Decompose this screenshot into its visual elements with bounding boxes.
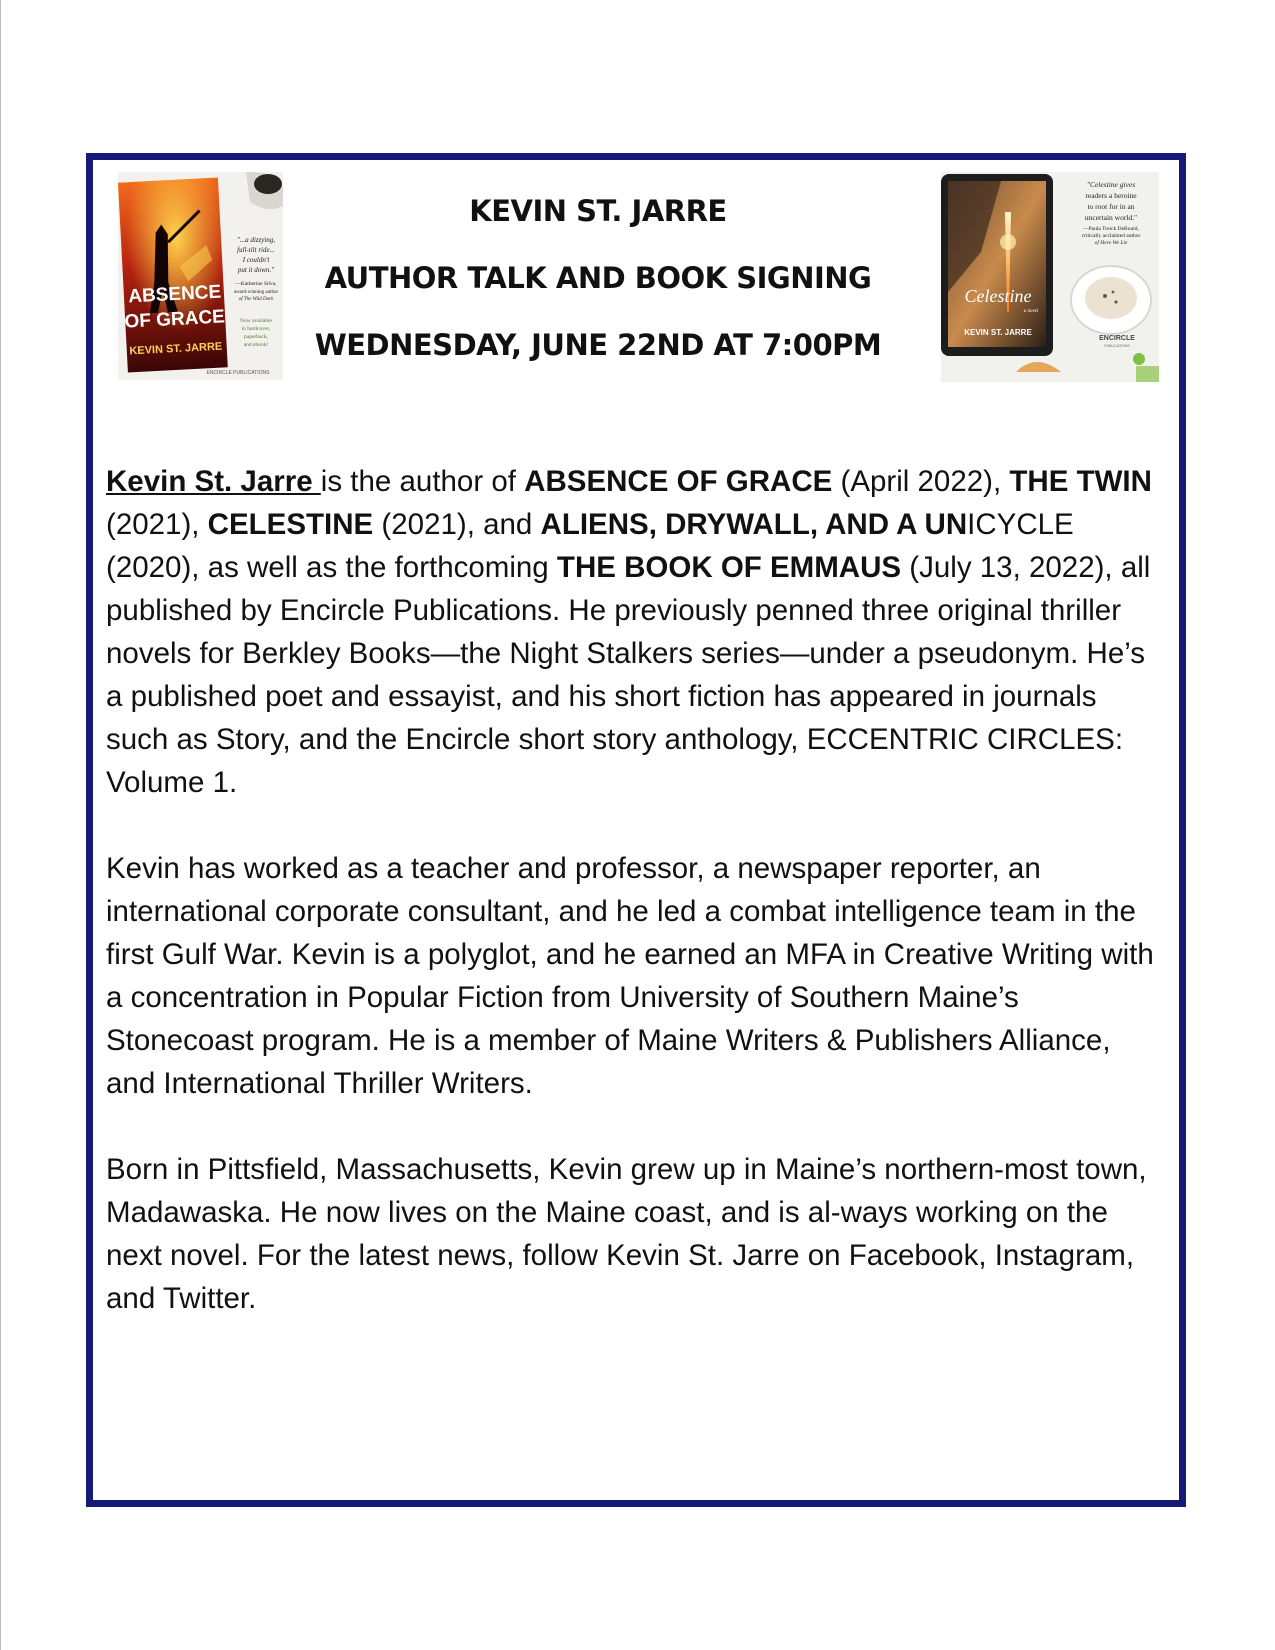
cover-right-author: KEVIN ST. JARRE [964,328,1032,337]
event-title-block [298,178,898,379]
bio-p1-text-1: is the author of [320,465,525,498]
cover-right-quote-by-2: critically acclaimed author [1081,233,1141,239]
cover-right-title: Celestine [964,286,1032,306]
cover-left-title-1: ABSENCE [127,281,222,308]
bio-p1-text-5: ICYCLE (2020), as well as the forthcoming [106,508,1074,584]
book-the-twin: THE TWIN [1009,465,1152,498]
bio-paragraph-2: Kevin has worked as a teacher and professor, a newspaper reporter, an international corporate consultant, and he led a combat intelligence team in the first Gulf War. Kevin is a polyglot, and he earned an MFA in Creative Writing with a concentration in Popular Fiction from University of Southern Maine’s Stonecoast program. He is a member of Maine Writers & Publishers Alliance, and International Thriller Writers. [106,852,1154,1100]
bio-p1-text-4: (2021), and [373,508,541,541]
bio-paragraph-3: Born in Pittsfield, Massachusetts, Kevin grew up in Maine’s northern-most town, Madawaska. He now lives on the Maine coast, and is al-ways working on the next novel. For the latest news, follow Kevin St. Jarre on Facebook, Instagram, and Twitter. [106,1153,1147,1315]
flyer-frame [86,153,1186,1507]
cover-right-publisher: ENCIRCLE [1099,335,1135,342]
author-name-link[interactable]: Kevin St. Jarre [106,465,321,498]
cover-right-quote-2: readers a heroine [1085,191,1137,200]
cover-right-quote-3: to root for in an [1087,202,1135,211]
bio-paragraph-1 [106,460,1156,804]
flyer-header [93,160,1179,400]
page-edge-line [0,0,1,1650]
cover-left-quote-2: full-tilt ride... [237,246,275,254]
cover-right-subtitle: a novel [1023,309,1039,314]
author-bio [106,460,1156,1363]
cover-left-quote-by: —Katherine Silva, [235,281,277,287]
cover-right-publisher-sub: PUBLICATIONS [1104,344,1130,348]
cover-left-author: KEVIN ST. JARRE [129,340,223,358]
cover-left-title-2: OF GRACE [124,306,226,333]
book-absence-of-grace: ABSENCE OF GRACE [524,465,833,498]
event-author-name: KEVIN ST. JARRE [469,194,727,228]
cover-left-publisher: ENCIRCLE PUBLICATIONS [206,370,270,376]
cover-left-quote-1: "...a dizzying, [236,236,276,244]
cover-right-quote-1: "Celestine gives [1086,180,1136,189]
book-celestine: CELESTINE [207,508,374,541]
event-date-time: WEDNESDAY, JUNE 22ND AT 7:00PM [314,328,882,362]
bio-p1-text-3: (2021), [106,508,208,541]
celestine-cover-image [941,172,1159,382]
cover-right-quote-by: —Paula Treick DeBoard, [1083,226,1139,232]
cover-right-quote-by-3: of Here We Lie [1094,240,1128,246]
book-the-book-of-emmaus: THE BOOK OF EMMAUS [556,551,902,584]
bio-p1-text-2: (April 2022), [832,465,1010,498]
cover-left-quote-3: I couldn't [242,256,270,264]
absence-of-grace-cover-image [118,172,283,380]
cover-left-quote-by-3: of The Wild Dark [238,297,274,302]
book-aliens-drywall: ALIENS, DRYWALL, AND A UN [540,508,968,541]
cover-right-quote-4: uncertain world." [1084,213,1138,222]
cover-left-quote-by-2: award-winning author [233,290,279,295]
cover-left-avail-4: and ebook! [243,342,269,348]
event-type: AUTHOR TALK AND BOOK SIGNING [324,261,872,295]
cover-left-avail-3: paperback, [244,334,268,340]
cover-left-avail-2: in hardcover, [241,326,271,332]
bio-p1-text-6: (July 13, 2022), all published by Encircle Publications. He previously penned three original thriller novels for Berkley Books—the Night Stalkers series—under a pseudonym. He’s a published poet and essayist, and his short fiction has appeared in journals such as Story, and the Encircle short story anthology, ECCENTRIC CIRCLES: Volume 1. [106,551,1151,799]
cover-left-quote-4: put it down." [237,266,275,274]
cover-left-avail-1: Now available [240,318,272,324]
